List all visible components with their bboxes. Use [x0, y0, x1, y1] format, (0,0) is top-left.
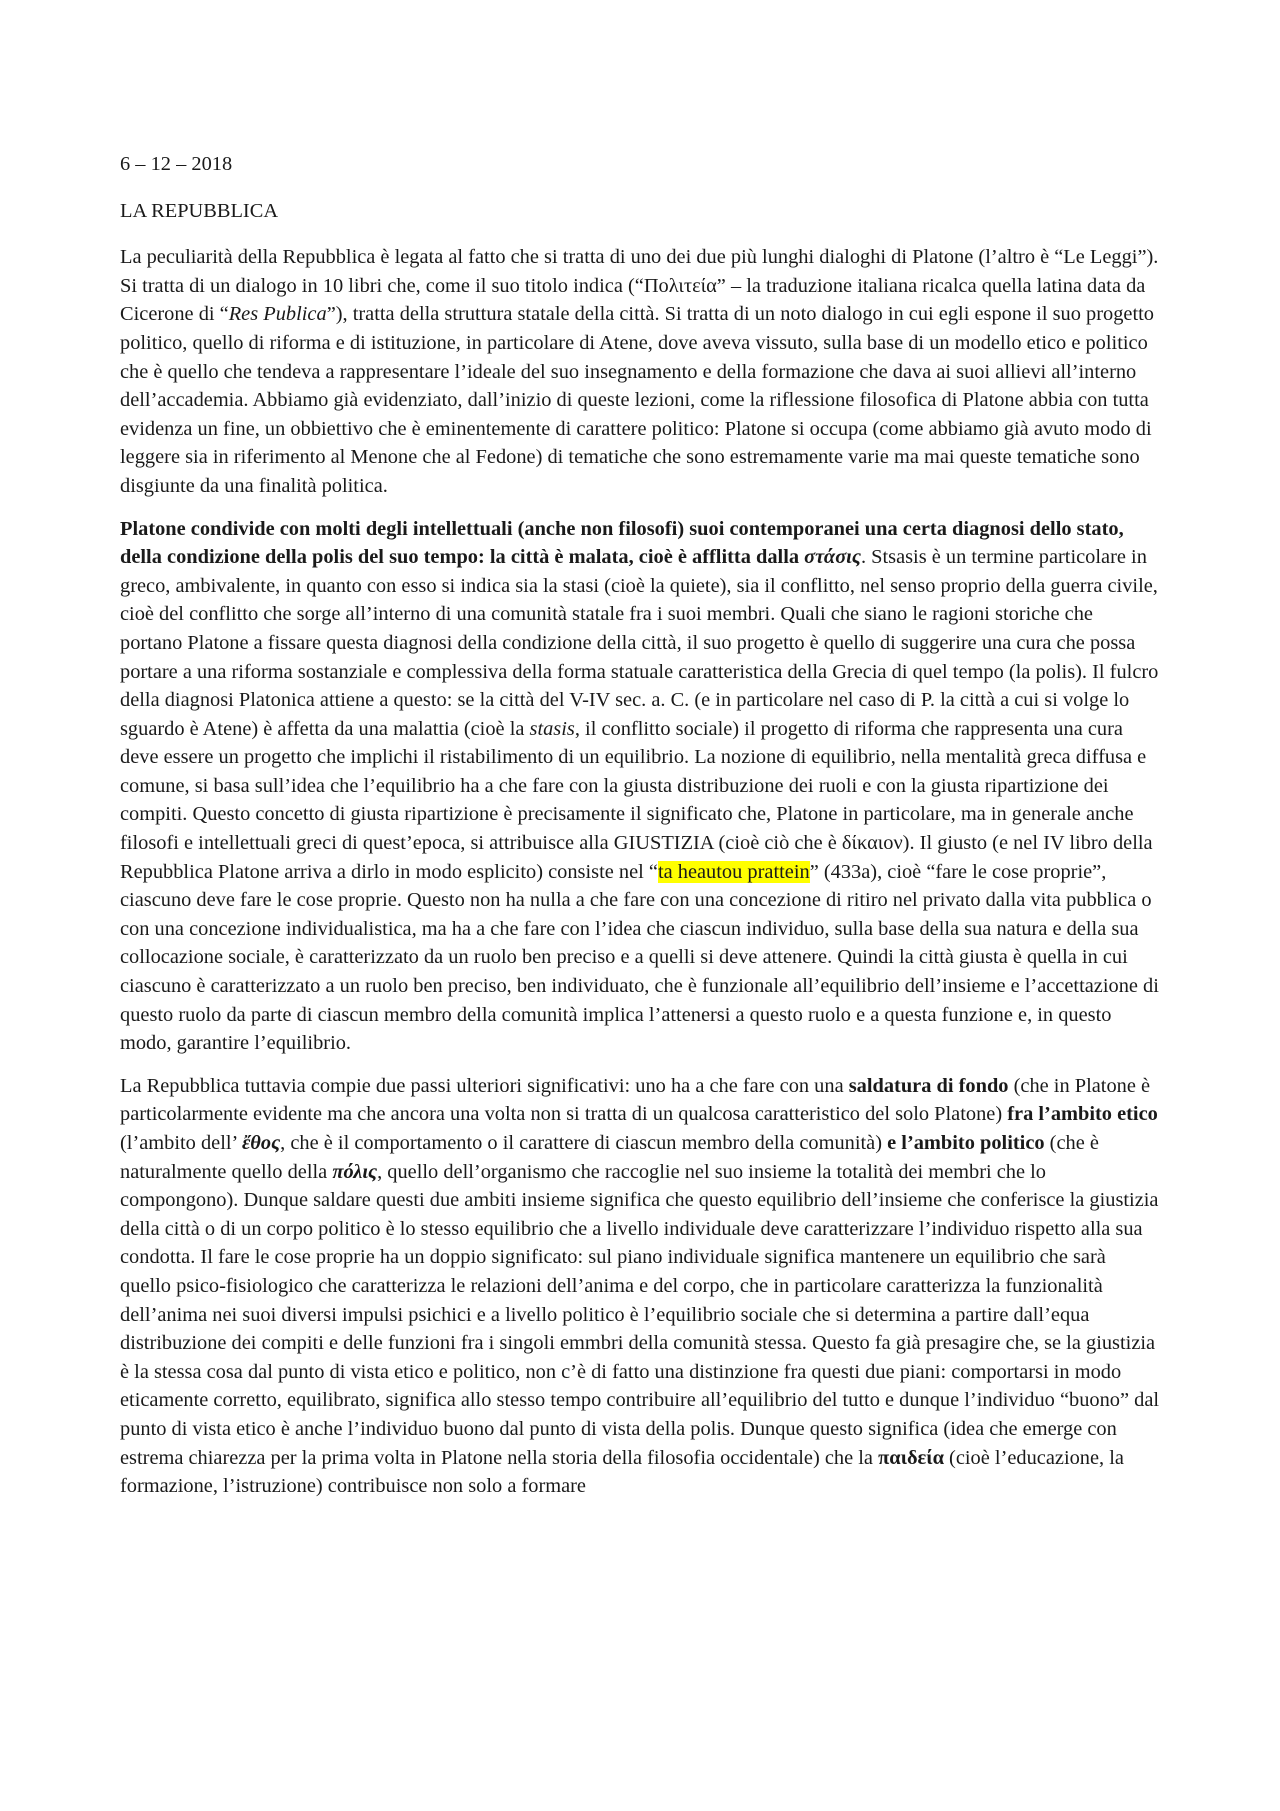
stasis-bold-lead: Platone condivide con molti degli intellettuali (anche non filosofi) suoi contemporanei una certa diagnosi dello stato, della condizione della polis del suo tempo: la città è malata, cioè è afflitta dalla [120, 517, 1124, 569]
document-page [120, 150, 1160, 1515]
stasis-text-a: . Stsasis è un termine particolare in greco, ambivalente, in quanto con esso si indica sia la stasi (cioè la quiete), sia il conflitto, nel senso proprio della guerra civile, cioè del conflitto che sorge all’interno di una comunità statale fra i suoi membri. Quali che siano le ragioni storiche che portano Platone a fissare questa diagnosi della condizione della città, il suo progetto è quello di suggerire una cura che possa portare a una riforma sostanziale e complessiva della forma statuale caratteristica della Grecia di quel tempo (la polis). Il fulcro della diagnosi Platonica attiene a questo: se la città del V-IV sec. a. C. (e in particolare nel caso di P. la città a cui si volge lo sguardo è Atene) è affetta da una malattia (cioè la [120, 546, 1159, 740]
document-date: 6 – 12 – 2018 [120, 153, 233, 175]
paragraph-intro-rest: ”), tratta della struttura statale della città. Si tratta di un noto dialogo in cui egli espone il suo progetto politico, quello di riforma e di istituzione, in particolare di Atene, dove aveva vissuto, sulla base di un modello etico e politico che è quello che tendeva a rappresentare l’ideale del suo insegnamento e della formazione che dava ai suoi allievi all’interno dell’accademia. Abbiamo già evidenziato, dall’inizio di queste lezioni, come la riflessione filosofica di Platone abbia con tutta evidenza un fine, un obbiettivo che è eminentemente di carattere politico: Platone si occupa (come abbiamo già avuto modo di leggere sia in riferimento al Menone che al Fedone) di tematiche che sono estremamente varie ma mai queste tematiche sono disgiunte da una finalità politica. [120, 303, 1154, 497]
highlighted-phrase: ta heautou prattein [657, 860, 810, 883]
stasis-greek-term: στάσις [804, 546, 861, 569]
paragraph-stasis [120, 515, 1160, 1058]
ambito-politico-bold: e l’ambito politico [887, 1132, 1045, 1154]
res-publica-italic: Res Publica [228, 303, 327, 326]
stasis-italic: stasis [529, 717, 575, 740]
paragraph-ethics-politics [120, 1072, 1160, 1501]
polis-greek-term: πόλις [332, 1160, 378, 1183]
ethics-text-b: (che in Platone è particolarmente evidente ma che ancora una volta non si tratta di un qualcosa caratteristico del solo Platone) [120, 1074, 1151, 1126]
ethics-text-f: , quello dell’organismo che raccoglie nel suo insieme la totalità dei membri che lo compongono). Dunque saldare questi due ambiti insieme significa che questo equilibrio dell’insieme che conferisce la giustizia della città o di un corpo politico è lo stesso equilibrio che a livello individuale deve caratterizzare l’individuo rispetto alla sua condotta. Il fare le cose proprie ha un doppio significato: sul piano individuale significa mantenere un equilibrio che sarà quello psico-fisiologico che caratterizza le relazioni dell’anima e del corpo, che in particolare caratterizza la funzionalità dell’anima nei suoi diversi impulsi psichici e a livello politico è l’equilibrio sociale che si determina a partire dall’equa distribuzione dei compiti e delle funzioni fra i singoli emmbri della comunità stessa. Questo fa già presagire che, se la giustizia è la stessa cosa dal punto di vista etico e politico, non c’è di fatto una distinzione fra questi due piani: comportarsi in modo eticamente corretto, equilibrato, significa allo stesso tempo contribuire all’equilibrio del tutto e dunque l’individuo “buono” dal punto di vista etico è anche l’individuo buono dal punto di vista della polis. Dunque questo significa (idea che emerge con estrema chiarezza per la prima volta in Platone nella storia della filosofia occidentale) che la [120, 1160, 1160, 1469]
stasis-text-c: ” (433a), cioè “fare le cose proprie”, ciascuno deve fare le cose proprie. Questo non ha nulla a che fare con una concezione di ritiro nel privato dalla vita pubblica o con una concezione individualistica, ma ha a che fare con l’idea che ciascun individuo, sulla base della sua natura e della sua collocazione sociale, è caratterizzato da un ruolo ben preciso e a quelli si deve attenere. Quindi la città giusta è quella in cui ciascuno è caratterizzato a un ruolo ben preciso, ben individuato, che è funzionale all’equilibrio dell’insieme e l’accettazione di questo ruolo da parte di ciascun membro della comunità implica l’attenersi a questo ruolo e a questa funzione e, in questo modo, garantire l’equilibrio. [120, 860, 1159, 1055]
paragraph-intro [120, 243, 1160, 500]
saldatura-bold: saldatura di fondo [848, 1074, 1009, 1097]
ambito-etico-bold: fra l’ambito etico [1007, 1103, 1158, 1126]
ethics-text-e: (che è naturalmente quello della [120, 1132, 1099, 1183]
document-title: LA REPUBBLICA [120, 199, 279, 222]
paragraph-intro-text: La peculiarità della Repubblica è legata al fatto che si tratta di uno dei due più lunghi dialoghi di Platone (l’altro è “Le Leggi”). Si tratta di un dialogo in 10 libri che, come il suo titolo indica (“Πολιτεία” – la traduzione italiana ricalca quella latina data da Cicerone di “ [120, 246, 1159, 326]
paideia-greek-term: παιδεία [878, 1446, 944, 1469]
ethics-text-g: (cioè l’educazione, la formazione, l’istruzione) contribuisce non solo a formare [120, 1446, 1124, 1498]
ethos-greek-term: ἔθος [241, 1132, 281, 1154]
ethics-text-c: (l’ambito dell’ [120, 1132, 242, 1154]
ethics-text-d: , che è il comportamento o il carattere di ciascun membro della comunità) [280, 1132, 888, 1154]
ethics-text-a: La Repubblica tuttavia compie due passi ulteriori significativi: uno ha a che fare con una [120, 1074, 849, 1097]
stasis-text-b: , il conflitto sociale) il progetto di riforma che rappresenta una cura deve essere un progetto che implichi il ristabilimento di un equilibrio. La nozione di equilibrio, nella mentalità greca diffusa e comune, si basa sull’idea che l’equilibrio ha a che fare con la giusta distribuzione dei ruoli e con la giusta ripartizione dei compiti. Questo concetto di giusta ripartizione è precisamente il significato che, Platone in particolare, ma in generale anche filosofi e intellettuali greci di quest’epoca, si attribuisce alla GIUSTIZIA (cioè ciò che è δίκαιον). Il giusto (e nel IV libro della Repubblica Platone arriva a dirlo in modo esplicito) consiste nel “ [120, 717, 1153, 883]
